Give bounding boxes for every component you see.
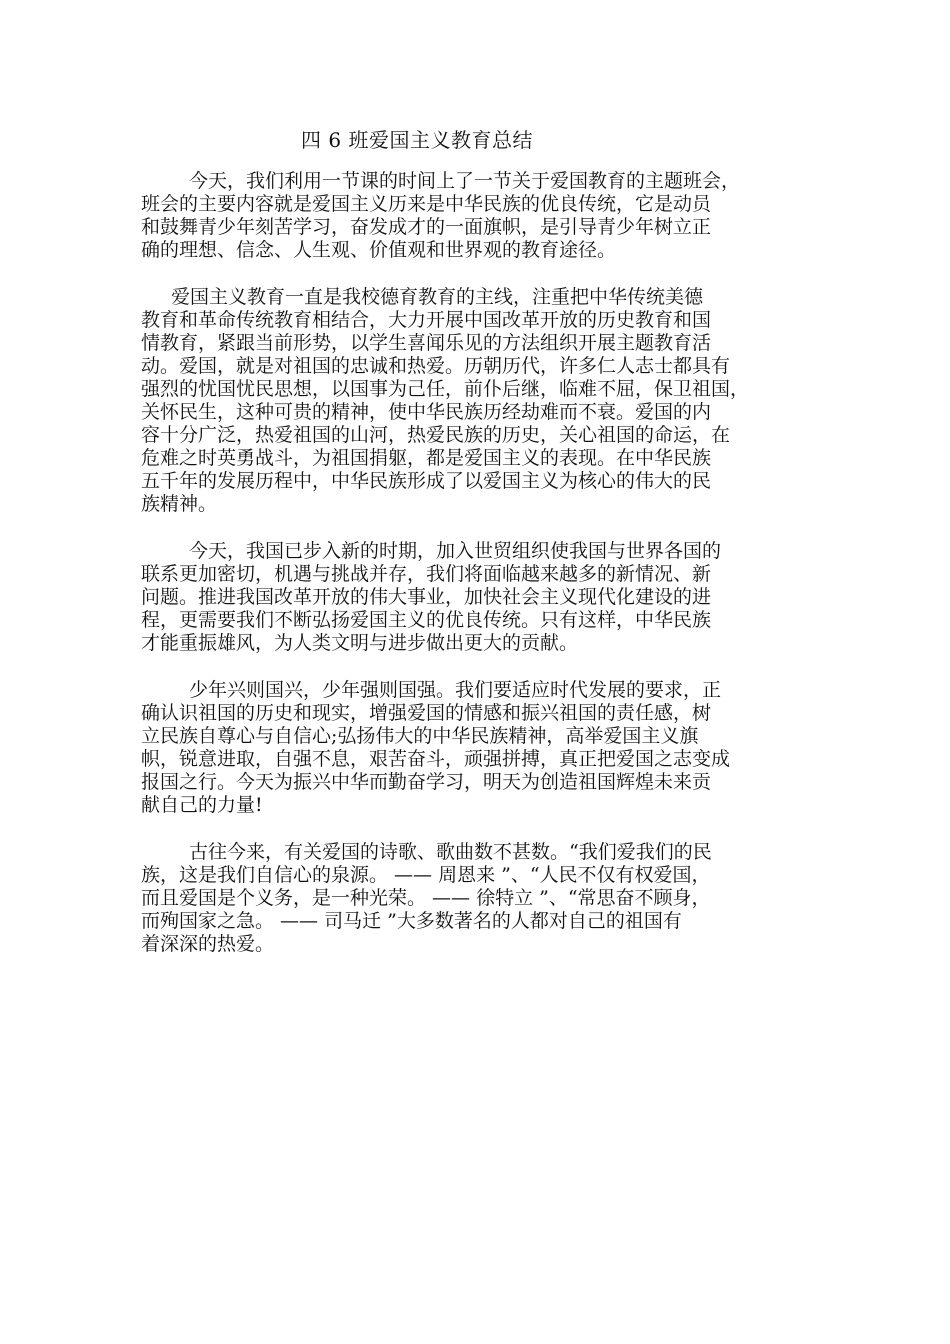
text-line: 教育和革命传统教育相结合，大力开展中国改革开放的历史教育和国 [141, 309, 712, 331]
document-body [141, 170, 813, 980]
paragraph [141, 679, 813, 817]
text-line: 五千年的发展历程中，中华民族形成了以爱国主义为核心的伟大的民 [141, 470, 712, 492]
text-line: 动。爱国，就是对祖国的忠诚和热爱。历朝历代，许多仁人志士都具有 [141, 355, 731, 377]
text-line: 古往今来，有关爱国的诗歌、歌曲数不甚数。“我们爱我们的民 [189, 841, 712, 863]
text-line: 爱国主义教育一直是我校德育教育的主线，注重把中华传统美德 [171, 286, 704, 308]
text-line: 族精神。 [141, 493, 218, 515]
text-line: 而且爱国是个义务，是一种光荣。 —— 徐特立 ”、“常思奋不顾身， [141, 887, 711, 909]
text-line: 关怀民生，这种可贵的精神，使中华民族历经劫难而不衰。爱国的内 [141, 401, 712, 423]
text-line: 强烈的忧国忧民思想，以国事为己任，前仆后继，临难不屈，保卫祖国， [141, 378, 750, 400]
text-line: 立民族自尊心与自信心;弘扬伟大的中华民族精神，高举爱国主义旗 [141, 725, 699, 747]
paragraph [141, 286, 813, 516]
text-line: 容十分广泛，热爱祖国的山河，热爱民族的历史，关心祖国的命运，在 [141, 424, 731, 446]
text-line: 族，这是我们自信心的泉源。 —— 周恩来 ”、“人民不仅有权爱国， [141, 864, 711, 886]
text-line: 确认识祖国的历史和现实，增强爱国的情感和振兴祖国的责任感，树 [141, 702, 712, 724]
document-title: 四 6 班爱国主义教育总结 [301, 128, 533, 152]
text-line: 危难之时英勇战斗，为祖国捐躯，都是爱国主义的表现。在中华民族 [141, 447, 712, 469]
text-line: 情教育，紧跟当前形势，以学生喜闻乐见的方法组织开展主题教育活 [141, 332, 712, 354]
paragraph [141, 841, 813, 956]
text-line: 今天，我国已步入新的时期，加入世贸组织使我国与世界各国的 [189, 540, 722, 562]
text-line: 和鼓舞青少年刻苦学习，奋发成才的一面旗帜，是引导青少年树立正 [141, 216, 712, 238]
text-line: 问题。推进我国改革开放的伟大事业，加快社会主义现代化建设的进 [141, 586, 712, 608]
text-line: 少年兴则国兴，少年强则国强。我们要适应时代发展的要求，正 [189, 679, 722, 701]
text-line: 才能重振雄风，为人类文明与进步做出更大的贡献。 [141, 632, 579, 654]
text-line: 献自己的力量! [141, 794, 263, 816]
text-line: 今天，我们利用一节课的时间上了一节关于爱国教育的主题班会， [189, 170, 741, 192]
paragraph [141, 170, 813, 262]
text-line: 确的理想、信念、人生观、价值观和世界观的教育途径。 [141, 239, 617, 261]
text-line: 联系更加密切，机遇与挑战并存，我们将面临越来越多的新情况、新 [141, 563, 712, 585]
text-line: 报国之行。今天为振兴中华而勤奋学习，明天为创造祖国辉煌未来贡 [141, 771, 712, 793]
text-line: 程，更需要我们不断弘扬爱国主义的优良传统。只有这样，中华民族 [141, 609, 712, 631]
paragraph [141, 540, 813, 655]
text-line: 而殉国家之急。 —— 司马迁 ”大多数著名的人都对自己的祖国有 [141, 910, 682, 932]
text-line: 着深深的热爱。 [141, 933, 275, 955]
text-line: 班会的主要内容就是爱国主义历来是中华民族的优良传统，它是动员 [141, 193, 712, 215]
text-line: 帜，锐意进取，自强不息，艰苦奋斗，顽强拼搏，真正把爱国之志变成 [141, 748, 731, 770]
